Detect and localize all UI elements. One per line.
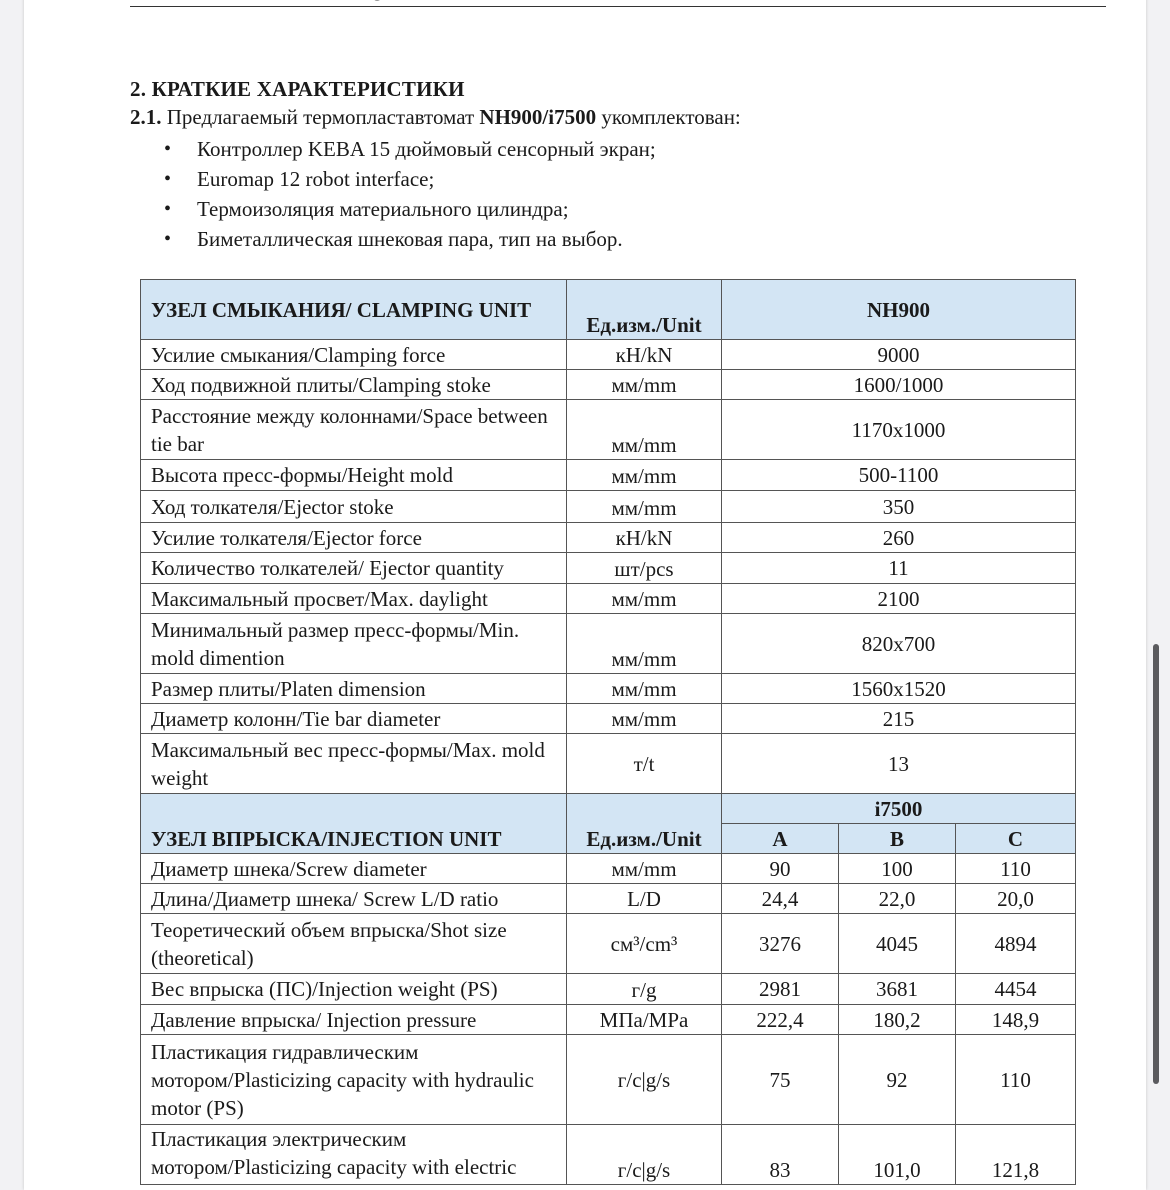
subsection-text-after: укомплектован: xyxy=(596,105,741,129)
table-row xyxy=(141,1005,1076,1035)
table-row xyxy=(141,340,1076,370)
unit-cell: мм/mm xyxy=(567,400,722,460)
value-c-cell: 4894 xyxy=(956,914,1076,974)
param-cell: Теоретический объем впрыска/Shot size (theoretical) xyxy=(141,914,567,974)
table-row xyxy=(141,974,1076,1005)
injection-unit-heading: УЗЕЛ ВПРЫСКА/INJECTION UNIT xyxy=(141,794,567,854)
param-cell: Длина/Диаметр шнека/ Screw L/D ratio xyxy=(141,884,567,914)
section-block xyxy=(130,76,1090,254)
value-a-cell: 3276 xyxy=(722,914,839,974)
bullet-glyph: • xyxy=(164,138,172,160)
value-cell: 1170x1000 xyxy=(722,400,1076,460)
param-cell: Высота пресс-формы/Height mold xyxy=(141,460,567,491)
table-row xyxy=(141,734,1076,794)
unit-cell: мм/mm xyxy=(567,370,722,400)
value-b-cell: 100 xyxy=(839,854,956,884)
table-row xyxy=(141,884,1076,914)
value-a-cell: 83 xyxy=(722,1125,839,1185)
unit-cell: т/t xyxy=(567,734,722,794)
value-cell: 260 xyxy=(722,523,1076,553)
param-cell: Ход подвижной плиты/Clamping stoke xyxy=(141,370,567,400)
value-cell: 2100 xyxy=(722,584,1076,614)
screw-variant-b-heading: B xyxy=(839,824,956,854)
param-cell: Диаметр шнека/Screw diameter xyxy=(141,854,567,884)
value-b-cell: 92 xyxy=(839,1035,956,1125)
clamping-header-row xyxy=(141,280,1076,340)
unit-cell: мм/mm xyxy=(567,854,722,884)
feature-text: Термоизоляция материального цилиндра; xyxy=(197,197,569,221)
value-a-cell: 222,4 xyxy=(722,1005,839,1035)
value-b-cell: 22,0 xyxy=(839,884,956,914)
param-cell: Максимальный просвет/Max. daylight xyxy=(141,584,567,614)
value-b-cell: 3681 xyxy=(839,974,956,1005)
table-row xyxy=(141,674,1076,704)
value-cell: 820x700 xyxy=(722,614,1076,674)
model-i7500-heading: i7500 xyxy=(722,794,1076,824)
screw-variant-c-heading: C xyxy=(956,824,1076,854)
page-header-line xyxy=(130,0,1106,7)
value-a-cell: 75 xyxy=(722,1035,839,1125)
model-nh900-heading: NH900 xyxy=(722,280,1076,340)
subsection-text-before: Предлагаемый термопластавтомат xyxy=(161,105,480,129)
table-row xyxy=(141,1125,1076,1185)
unit-column-heading: Ед.изм./Unit xyxy=(567,280,722,340)
param-cell: Размер плиты/Platen dimension xyxy=(141,674,567,704)
value-c-cell: 121,8 xyxy=(956,1125,1076,1185)
feature-list-item xyxy=(164,164,1090,194)
feature-list-item xyxy=(164,134,1090,164)
value-cell: 1600/1000 xyxy=(722,370,1076,400)
unit-cell: мм/mm xyxy=(567,704,722,734)
table-row xyxy=(141,584,1076,614)
value-c-cell: 20,0 xyxy=(956,884,1076,914)
subsection-number: 2.1. xyxy=(130,105,162,129)
value-b-cell: 101,0 xyxy=(839,1125,956,1185)
specification-table xyxy=(140,279,1076,1185)
bullet-glyph: • xyxy=(164,198,172,220)
value-a-cell: 2981 xyxy=(722,974,839,1005)
param-cell: Диаметр колонн/Tie bar diameter xyxy=(141,704,567,734)
table-row xyxy=(141,523,1076,553)
param-cell: Минимальный размер пресс-формы/Min. mold dimention xyxy=(141,614,567,674)
unit-cell: кН/kN xyxy=(567,340,722,370)
table-row xyxy=(141,914,1076,974)
bullet-glyph: • xyxy=(164,168,172,190)
feature-text: Контроллер KEBA 15 дюймовый сенсорный экран; xyxy=(197,137,656,161)
param-cell: Пластикация электрическим мотором/Plasticizing capacity with electric xyxy=(141,1125,567,1185)
unit-cell: г/g xyxy=(567,974,722,1005)
value-c-cell: 110 xyxy=(956,1035,1076,1125)
unit-cell: мм/mm xyxy=(567,491,722,523)
feature-text: Биметаллическая шнековая пара, тип на выбор. xyxy=(197,227,623,251)
bullet-glyph: • xyxy=(164,228,172,250)
vertical-scrollbar[interactable] xyxy=(1153,644,1159,1084)
unit-cell: г/с|g/s xyxy=(567,1035,722,1125)
param-cell: Расстояние между колоннами/Space between tie bar xyxy=(141,400,567,460)
value-a-cell: 24,4 xyxy=(722,884,839,914)
param-cell: Максимальный вес пресс-формы/Max. mold weight xyxy=(141,734,567,794)
param-cell: Вес впрыска (ПС)/Injection weight (PS) xyxy=(141,974,567,1005)
screw-variant-a-heading: A xyxy=(722,824,839,854)
param-cell: Ход толкателя/Ejector stoke xyxy=(141,491,567,523)
feature-list-item xyxy=(164,224,1090,254)
value-cell: 9000 xyxy=(722,340,1076,370)
feature-list-item xyxy=(164,194,1090,224)
param-cell: Пластикация гидравлическим мотором/Plasticizing capacity with hydraulic motor (PS) xyxy=(141,1035,567,1125)
unit-cell: L/D xyxy=(567,884,722,914)
feature-list xyxy=(130,134,1090,254)
clamping-unit-heading: УЗЕЛ СМЫКАНИЯ/ CLAMPING UNIT xyxy=(141,280,567,340)
table-row xyxy=(141,854,1076,884)
unit-cell: мм/mm xyxy=(567,584,722,614)
table-row xyxy=(141,553,1076,584)
unit-cell: мм/mm xyxy=(567,674,722,704)
subsection-intro xyxy=(130,104,1090,130)
injection-header-row xyxy=(141,794,1076,824)
section-title: 2. КРАТКИЕ ХАРАКТЕРИСТИКИ xyxy=(130,77,465,101)
param-cell: Усилие толкателя/Ejector force xyxy=(141,523,567,553)
value-cell: 1560x1520 xyxy=(722,674,1076,704)
unit-cell: мм/mm xyxy=(567,614,722,674)
param-cell: Усилие смыкания/Clamping force xyxy=(141,340,567,370)
value-a-cell: 90 xyxy=(722,854,839,884)
unit-cell: кН/kN xyxy=(567,523,722,553)
unit-cell: МПа/MPa xyxy=(567,1005,722,1035)
table-row xyxy=(141,370,1076,400)
unit-cell: см³/cm³ xyxy=(567,914,722,974)
table-row xyxy=(141,614,1076,674)
table-row xyxy=(141,1035,1076,1125)
header-contact-fragment xyxy=(130,0,452,2)
value-cell: 11 xyxy=(722,553,1076,584)
value-cell: 500-1100 xyxy=(722,460,1076,491)
value-c-cell: 4454 xyxy=(956,974,1076,1005)
value-b-cell: 4045 xyxy=(839,914,956,974)
feature-text: Euromap 12 robot interface; xyxy=(197,167,435,191)
table-row xyxy=(141,704,1076,734)
unit-cell: г/с|g/s xyxy=(567,1125,722,1185)
table-row xyxy=(141,491,1076,523)
value-cell: 215 xyxy=(722,704,1076,734)
table-row xyxy=(141,460,1076,491)
value-c-cell: 148,9 xyxy=(956,1005,1076,1035)
value-c-cell: 110 xyxy=(956,854,1076,884)
value-b-cell: 180,2 xyxy=(839,1005,956,1035)
param-cell: Количество толкателей/ Ejector quantity xyxy=(141,553,567,584)
table-row xyxy=(141,400,1076,460)
param-cell: Давление впрыска/ Injection pressure xyxy=(141,1005,567,1035)
value-cell: 13 xyxy=(722,734,1076,794)
unit-column-heading: Ед.изм./Unit xyxy=(567,794,722,854)
unit-cell: мм/mm xyxy=(567,460,722,491)
value-cell: 350 xyxy=(722,491,1076,523)
unit-cell: шт/pcs xyxy=(567,553,722,584)
subsection-model: NH900/i7500 xyxy=(479,105,597,129)
